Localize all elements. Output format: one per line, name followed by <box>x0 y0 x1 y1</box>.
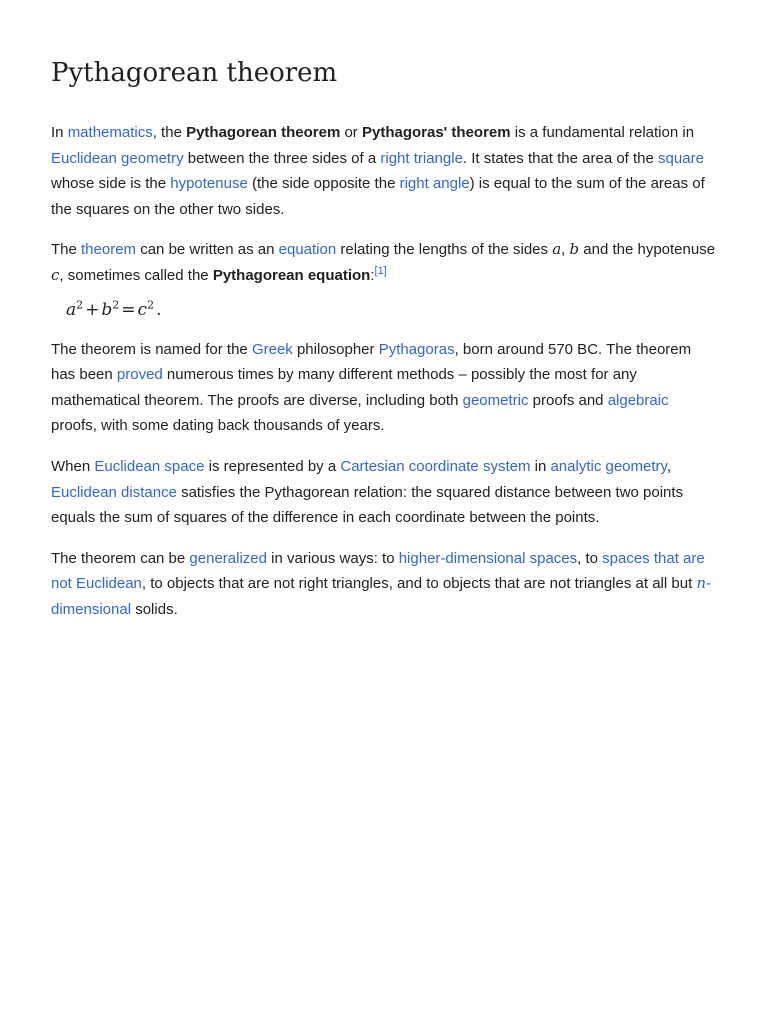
text: philosopher <box>292 340 379 358</box>
bold-term-pythagorean-equation: Pythagorean equation <box>212 266 371 284</box>
link-greek[interactable]: Greek <box>251 340 293 358</box>
equation-paragraph <box>51 237 717 288</box>
link-hypotenuse[interactable]: hypotenuse <box>170 175 248 193</box>
link-non-euclidean-geometry[interactable]: spaces that are not Euclidean <box>51 549 705 593</box>
link-proved[interactable]: proved <box>116 366 163 384</box>
link-analytic-geometry[interactable]: analytic geometry <box>550 457 667 475</box>
text: proofs, with some dating back thousands of years. <box>51 417 385 435</box>
link-equation[interactable]: equation <box>278 241 337 259</box>
pythagorean-formula <box>66 297 717 323</box>
math-variable-n: n <box>696 574 707 593</box>
bold-term-pythagoras-theorem: Pythagoras' theorem <box>361 124 511 141</box>
text: is a fundamental relation in <box>510 124 695 141</box>
link-higher-dimensional-spaces[interactable]: higher-dimensional spaces <box>398 549 578 567</box>
bold-term-pythagorean-theorem: Pythagorean theorem <box>186 124 341 141</box>
link-generalized[interactable]: generalized <box>189 549 267 567</box>
text: numerous times by many different methods – possibly the most for any mathematical theorem. The proofs are diverse, including both <box>51 366 637 409</box>
text: , <box>666 457 672 475</box>
text: is represented by a <box>204 457 341 475</box>
euclidean-space-paragraph <box>51 454 717 531</box>
text: satisfies the Pythagorean relation: the squared distance between two points equals the sum of squares of the difference in each coordinate between the points. <box>51 483 684 527</box>
text: In <box>51 124 68 141</box>
text: The theorem is named for the <box>51 340 252 358</box>
link-right-triangle[interactable]: right triangle <box>380 149 463 167</box>
formula-plus: + <box>85 299 100 320</box>
math-variable-c: c <box>51 265 60 284</box>
math-variable-a: a <box>552 240 562 259</box>
reference-link[interactable]: [1] <box>374 264 387 277</box>
text: The <box>51 241 82 259</box>
text: solids. <box>131 600 178 618</box>
text: , sometimes called the <box>59 266 213 284</box>
formula-exponent: 2 <box>112 297 120 311</box>
text: in various ways: to <box>266 549 399 567</box>
link-pythagoras[interactable]: Pythagoras <box>378 340 455 358</box>
link-euclidean-distance[interactable]: Euclidean distance <box>51 483 177 501</box>
link-text: -dimensional <box>51 575 712 618</box>
link-mathematics[interactable]: mathematics <box>67 124 153 141</box>
text: , <box>561 241 570 259</box>
intro-paragraph <box>51 120 717 222</box>
text: The theorem can be <box>51 549 190 567</box>
text: , to <box>577 549 603 567</box>
article-content <box>51 50 717 638</box>
formula-variable-a: a <box>66 299 77 320</box>
link-euclidean-space[interactable]: Euclidean space <box>94 457 205 475</box>
text: : <box>370 266 375 284</box>
text: or <box>340 124 362 141</box>
history-paragraph <box>51 337 717 439</box>
text: and the hypotenuse <box>579 241 716 259</box>
text: in <box>530 457 551 475</box>
text: , born around 570 BC. The theorem has been <box>51 340 692 384</box>
text: proofs and <box>528 391 608 409</box>
text: whose side is the <box>51 175 171 193</box>
text: can be written as an <box>136 241 279 259</box>
link-square[interactable]: square <box>658 149 704 167</box>
link-euclidean-geometry[interactable]: Euclidean geometry <box>51 149 184 167</box>
formula-variable-b: b <box>101 299 113 320</box>
link-theorem[interactable]: theorem <box>81 241 137 259</box>
text: , to objects that are not right triangles, and to objects that are not triangles at all but <box>141 575 697 593</box>
page-title: Pythagorean theorem <box>51 58 338 88</box>
formula-exponent: 2 <box>147 297 155 311</box>
link-algebraic[interactable]: algebraic <box>607 391 669 409</box>
generalization-paragraph <box>51 546 717 623</box>
text: between the three sides of a <box>183 149 381 167</box>
text: When <box>51 457 95 475</box>
text: , the <box>152 124 187 141</box>
link-geometric[interactable]: geometric <box>462 391 529 409</box>
text: . It states that the area of the <box>462 149 659 167</box>
link-right-angle[interactable]: right angle <box>399 175 470 193</box>
formula-period: . <box>156 299 162 320</box>
formula-equals: = <box>121 299 136 320</box>
formula-exponent: 2 <box>76 297 84 311</box>
text: (the side opposite the <box>247 175 400 193</box>
math-variable-b: b <box>569 240 580 259</box>
link-cartesian-coordinate-system[interactable]: Cartesian coordinate system <box>340 457 531 475</box>
formula-variable-c: c <box>137 299 148 320</box>
text: ) is equal to the sum of the areas of the squares on the other two sides. <box>51 175 705 218</box>
text: relating the lengths of the sides <box>336 241 553 259</box>
